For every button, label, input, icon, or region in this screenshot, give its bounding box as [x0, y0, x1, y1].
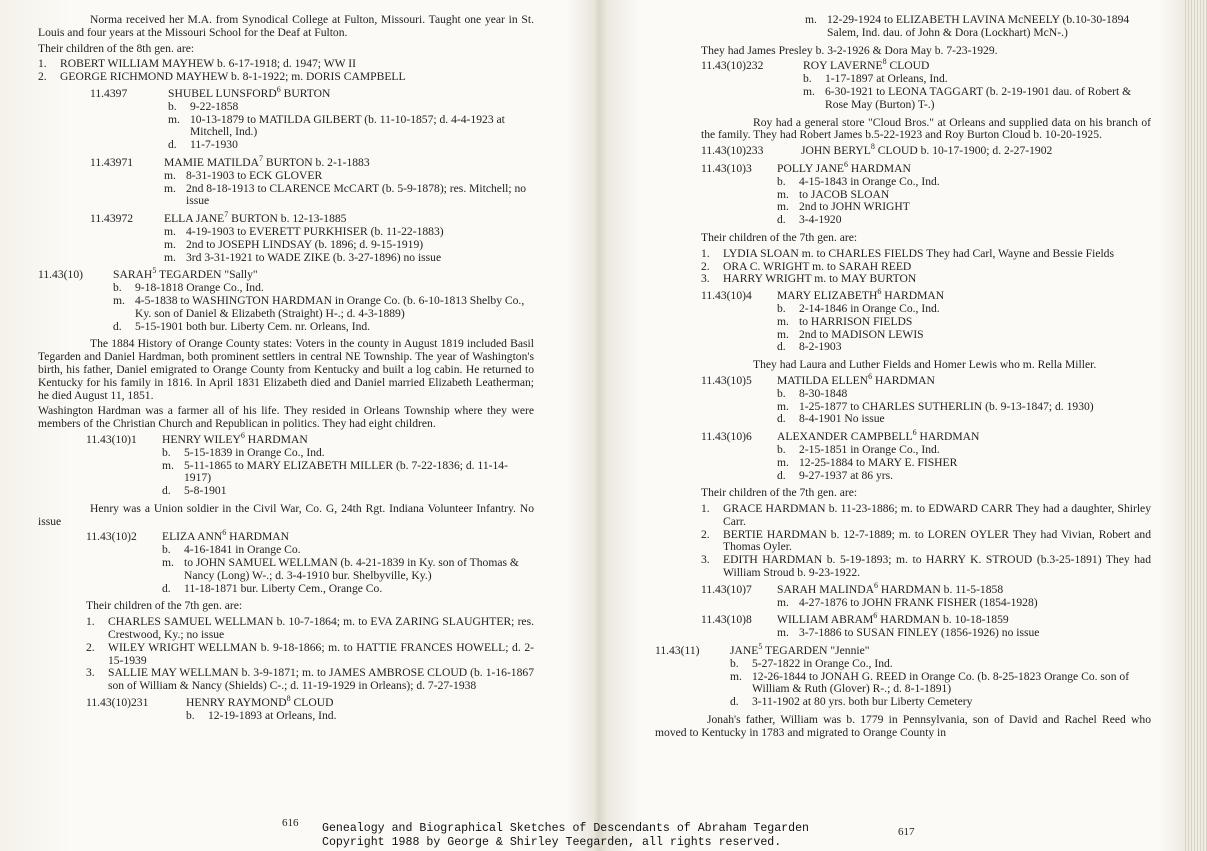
entry-detail: [164, 239, 534, 252]
list-number: 1.: [86, 615, 95, 629]
list-text: GEORGE RICHMOND MAYHEW b. 8-1-1922; m. DORIS CAMPBELL: [60, 70, 406, 84]
entry-heading: [701, 372, 1151, 388]
person-name: HENRY RAYMOND: [186, 696, 287, 710]
entry-suffix: HARDMAN b. 11-5-1858: [877, 582, 1004, 596]
detail-value: 4-27-1876 to JOHN FRANK FISHER (1854-1928): [799, 595, 1038, 609]
entry-detail: [168, 139, 534, 152]
genealogy-entry: [86, 694, 534, 723]
entry-detail: [805, 14, 1151, 40]
detail-key: b.: [803, 72, 812, 86]
detail-key: m.: [777, 455, 789, 469]
entry-name: [777, 428, 1151, 444]
detail-key: m.: [777, 595, 789, 609]
entry-continuation: [805, 14, 1151, 40]
numbered-list: [86, 616, 534, 693]
paragraph: Jonah's father, William was b. 1779 in Pennsylvania, son of David and Rachel Reed who moved to Kentucky in 1783 and migrated to Orange County in: [655, 713, 1151, 739]
detail-value: 4-16-1841 in Orange Co.: [184, 543, 301, 557]
entry-detail: [777, 176, 1151, 189]
detail-key: b.: [777, 174, 786, 188]
entry-id: 11.43(10)7: [701, 582, 752, 596]
detail-value: 12-25-1884 to MARY E. FISHER: [799, 455, 958, 469]
entry-detail: [164, 170, 534, 183]
genealogy-entry: [86, 431, 534, 498]
person-name: SARAH MALINDA: [777, 582, 874, 596]
entry-detail: [186, 710, 534, 723]
entry-detail: [162, 447, 534, 460]
entry-detail: [730, 658, 1151, 671]
detail-value: 4-19-1903 to EVERETT PURKHISER (b. 11-22-1883): [186, 224, 444, 238]
generation-number: 8: [286, 694, 291, 704]
entry-heading: [655, 642, 1151, 658]
detail-value: 5-8-1901: [184, 484, 227, 498]
entry-id: 11.43(10)1: [86, 432, 137, 446]
numbered-list: [701, 503, 1151, 580]
genealogy-entry: [86, 528, 534, 595]
person-name: MARY ELIZABETH: [777, 289, 878, 303]
entry-detail: [164, 252, 534, 265]
paragraph: Washington Hardman was a farmer all of his life. They resided in Orleans Township where they were members of the Christian Church and Republican in politics. They had eight children.: [38, 404, 534, 431]
entry-heading: [90, 154, 534, 170]
paragraph: Their children of the 8th gen. are:: [38, 41, 195, 55]
detail-value: 2nd to MADISON LEWIS: [799, 327, 924, 341]
person-name: MAMIE MATILDA: [164, 155, 259, 169]
detail-key: m.: [777, 399, 789, 413]
list-item: [701, 554, 1151, 580]
entry-id: 11.43(10)232: [701, 59, 764, 73]
detail-key: m.: [164, 224, 176, 238]
genealogy-entry: [701, 581, 1151, 610]
person-name: ELIZA ANN: [162, 530, 223, 544]
detail-key: m.: [164, 237, 176, 251]
entry-id: 11.4397: [90, 86, 128, 100]
person-name: WILLIAM ABRAM: [777, 613, 874, 627]
generation-number: 8: [870, 142, 875, 152]
entry-id: 11.43(10)231: [86, 696, 149, 710]
detail-key: m.: [162, 458, 174, 472]
entry-suffix: HARDMAN b. 10-18-1859: [877, 613, 1009, 627]
detail-key: d.: [777, 340, 786, 354]
detail-key: m.: [777, 187, 789, 201]
detail-value: 8-31-1903 to ECK GLOVER: [186, 168, 323, 182]
detail-value: 9-22-1858: [190, 99, 239, 113]
genealogy-entry: [701, 57, 1151, 111]
list-text: BERTIE HARDMAN b. 12-7-1889; m. to LOREN OYLER They had Vivian, Robert and Thomas Oyler.: [723, 527, 1151, 554]
list-number: 1.: [38, 57, 47, 71]
detail-value: 5-15-1901 both bur. Liberty Cem. nr. Orleans, Ind.: [135, 319, 371, 333]
list-number: 2.: [701, 527, 710, 541]
page-edges: [1185, 0, 1207, 851]
entry-id: 11.43(10)3: [701, 161, 752, 175]
entry-detail: [730, 696, 1151, 709]
paragraph: They had James Presley b. 3-2-1926 & Dora May b. 7-23-1929.: [701, 43, 998, 57]
detail-value: 3rd 3-31-1921 to WADE ZIKE (b. 3-27-1896) no issue: [186, 250, 442, 264]
entry-heading: [86, 694, 534, 710]
entry-name: [162, 431, 534, 447]
person-name: ELLA JANE: [164, 212, 225, 226]
entry-name: [186, 694, 534, 710]
entry-detail: [777, 457, 1151, 470]
entry-heading: [701, 160, 1151, 176]
entry-detail: [777, 597, 1151, 610]
list-text: SALLIE MAY WELLMAN b. 3-9-1871; m. to JAMES AMBROSE CLOUD (b. 1-16-1867 son of William & Nancy (Shields) C-.; d. 11-19-1929 in Orleans); d. 7-27-1938: [108, 666, 534, 693]
genealogy-entry: [701, 160, 1151, 227]
entry-suffix: TEGARDEN "Sally": [156, 268, 258, 282]
entry-detail: [164, 226, 534, 239]
entry-detail: [777, 413, 1151, 426]
detail-key: m.: [777, 200, 789, 214]
detail-value: 2-15-1851 in Orange Co., Ind.: [799, 442, 940, 456]
detail-key: m.: [168, 112, 180, 126]
detail-value: 2-14-1846 in Orange Co., Ind.: [799, 301, 940, 315]
footer-title: Genealogy and Biographical Sketches of Descendants of Abraham Tegarden: [322, 822, 810, 835]
detail-value: 5-27-1822 in Orange Co., Ind.: [752, 656, 893, 670]
genealogy-entry: [701, 287, 1151, 354]
list-text: GRACE HARDMAN b. 11-23-1886; m. to EDWARD CARR They had a daughter, Shirley Carr.: [723, 502, 1151, 528]
entry-detail: [777, 627, 1151, 640]
entry-suffix: HARDMAN: [881, 289, 945, 303]
detail-value: 11-7-1930: [190, 138, 238, 152]
entry-suffix: BURTON b. 2-1-1883: [263, 155, 370, 169]
entry-detail: [168, 114, 534, 140]
entry-name: [777, 160, 1151, 176]
generation-number: 6: [844, 160, 849, 170]
footer-copyright: Copyright 1988 by George & Shirley Teegarden, all rights reserved.: [322, 836, 782, 849]
detail-key: m.: [164, 181, 176, 195]
generation-number: 6: [276, 85, 281, 95]
numbered-list: [701, 248, 1151, 286]
list-text: ROBERT WILLIAM MAYHEW b. 6-17-1918; d. 1947; WW II: [60, 57, 357, 71]
person-name: JANE: [730, 644, 759, 658]
entry-heading: [701, 142, 1151, 158]
entry-name: [777, 581, 1151, 597]
list-number: 2.: [86, 640, 95, 654]
page-number-left: 616: [282, 817, 299, 829]
entry-heading: [86, 431, 534, 447]
generation-number: 6: [912, 428, 917, 438]
detail-value: to JACOB SLOAN: [799, 187, 890, 201]
entry-detail: [730, 671, 1151, 697]
entry-heading: [701, 581, 1151, 597]
generation-number: 6: [222, 528, 227, 538]
entry-detail: [162, 583, 534, 596]
entry-id: 11.43(11): [655, 644, 700, 658]
list-text: HARRY WRIGHT m. to MAY BURTON: [723, 272, 917, 286]
list-number: 1.: [701, 502, 710, 516]
detail-value: 11-18-1871 bur. Liberty Cem., Orange Co.: [184, 581, 383, 595]
entry-name: [801, 142, 1151, 158]
list-number: 3.: [701, 272, 710, 286]
person-name: ROY LAVERNE: [803, 59, 883, 73]
detail-key: b.: [162, 543, 171, 557]
detail-value: 12-26-1844 to JONAH G. REED in Orange Co. (b. 8-25-1823 Orange Co. son of William & Ruth (Glover) R-.; d. 8-1-1891): [752, 669, 1130, 696]
entry-id: 11.43(10)5: [701, 373, 752, 387]
left-page: [38, 14, 534, 728]
entry-detail: [777, 388, 1151, 401]
entry-detail: [777, 214, 1151, 227]
detail-value: 8-2-1903: [799, 340, 842, 354]
list-item: [701, 529, 1151, 555]
entry-id: 11.43(10)2: [86, 530, 137, 544]
genealogy-entry: [701, 372, 1151, 426]
detail-key: m.: [805, 13, 817, 26]
list-item: [701, 503, 1151, 529]
detail-value: 3-4-1920: [799, 213, 842, 227]
entry-detail: [777, 303, 1151, 316]
paragraph: Their children of the 7th gen. are:: [701, 230, 858, 244]
generation-number: 7: [224, 210, 229, 220]
entry-heading: [90, 85, 534, 101]
entry-suffix: HARDMAN: [872, 373, 935, 387]
list-item: [86, 642, 534, 668]
entry-suffix: CLOUD: [886, 59, 930, 73]
numbered-list: [38, 58, 534, 84]
detail-key: m.: [777, 327, 789, 341]
list-item: [701, 273, 1151, 286]
generation-number: 6: [240, 431, 245, 441]
detail-value: 8-4-1901 No issue: [799, 412, 885, 426]
list-text: EDITH HARDMAN b. 5-19-1893; m. to HARRY K. STROUD (b.3-25-1891) They had William Stroud b. 9-23-1922.: [723, 553, 1151, 580]
detail-key: b.: [113, 281, 122, 295]
entry-suffix: HARDMAN: [848, 161, 911, 175]
entry-suffix: CLOUD b. 10-17-1900; d. 2-27-1902: [874, 144, 1053, 158]
detail-key: m.: [113, 293, 125, 307]
detail-value: 12-29-1924 to ELIZABETH LAVINA McNEELY (b.10-30-1894 Salem, Ind. dau. of John & Dora (Lockhart) McN-.): [827, 13, 1130, 39]
entry-id: 11.43(10): [38, 268, 83, 282]
entry-id: 11.43(10)8: [701, 613, 752, 627]
detail-key: m.: [803, 84, 815, 98]
list-item: [86, 616, 534, 642]
detail-key: d.: [777, 468, 786, 482]
detail-key: b.: [777, 301, 786, 315]
genealogy-entry: [90, 154, 534, 208]
entry-suffix: TEGARDEN "Jennie": [762, 644, 870, 658]
detail-key: d.: [730, 695, 739, 709]
detail-value: 5-15-1839 in Orange Co., Ind.: [184, 445, 325, 459]
detail-key: b.: [777, 386, 786, 400]
entry-detail: [164, 183, 534, 209]
entry-suffix: HARDMAN: [916, 430, 980, 444]
entry-id: 11.43(10)4: [701, 289, 752, 303]
entry-suffix: BURTON b. 12-13-1885: [228, 212, 347, 226]
genealogy-entry: [90, 210, 534, 264]
generation-number: 8: [882, 57, 887, 67]
entry-detail: [113, 321, 534, 334]
detail-value: to HARRISON FIELDS: [799, 314, 913, 328]
detail-value: 1-25-1877 to CHARLES SUTHERLIN (b. 9-13-1847; d. 1930): [799, 399, 1094, 413]
list-item: [701, 248, 1151, 261]
detail-value: 4-5-1838 to WASHINGTON HARDMAN in Orange Co. (b. 6-10-1813 Shelby Co., Ky. son of Daniel & Elizabeth (Straight) H-.; d. 4-3-1889): [135, 293, 525, 320]
entry-id: 11.43(10)233: [701, 144, 764, 158]
paragraph: Their children of the 7th gen. are:: [86, 599, 243, 613]
generation-number: 6: [868, 372, 873, 382]
detail-key: b.: [162, 445, 171, 459]
detail-key: d.: [168, 138, 177, 152]
detail-value: 1-17-1897 at Orleans, Ind.: [825, 72, 948, 86]
entry-suffix: BURTON: [280, 86, 331, 100]
detail-key: d.: [162, 484, 171, 498]
person-name: ALEXANDER CAMPBELL: [777, 430, 913, 444]
person-name: POLLY JANE: [777, 161, 845, 175]
entry-name: [777, 372, 1151, 388]
entry-suffix: HARDMAN: [226, 530, 290, 544]
list-item: [38, 71, 534, 84]
detail-value: 6-30-1921 to LEONA TAGGART (b. 2-19-1901 dau. of Robert & Rose May (Burton) T-.): [825, 84, 1132, 111]
entry-name: [730, 642, 1151, 658]
entry-suffix: HARDMAN: [244, 432, 308, 446]
person-name: HENRY WILEY: [162, 432, 241, 446]
paragraph: Their children of the 7th gen. are:: [701, 486, 858, 500]
entry-heading: [701, 428, 1151, 444]
detail-value: 10-13-1879 to MATILDA GILBERT (b. 11-10-1857; d. 4-4-1923 at Mitchell, Ind.): [190, 112, 505, 139]
generation-number: 7: [259, 154, 263, 164]
detail-value: 3-7-1886 to SUSAN FINLEY (1856-1926) no issue: [799, 626, 1040, 640]
entry-detail: [777, 470, 1151, 483]
list-text: LYDIA SLOAN m. to CHARLES FIELDS They had Carl, Wayne and Bessie Fields: [723, 246, 1114, 260]
detail-key: m.: [777, 314, 789, 328]
entry-suffix: CLOUD: [290, 696, 334, 710]
entry-id: 11.43971: [90, 155, 134, 169]
list-text: CHARLES SAMUEL WELLMAN b. 10-7-1864; m. to EVA ZARING SLAUGHTER; res. Crestwood, Ky.; no issue: [108, 615, 534, 642]
entry-detail: [168, 101, 534, 114]
entry-id: 11.43972: [90, 212, 134, 226]
detail-key: m.: [164, 250, 176, 264]
paragraph: They had Laura and Luther Fields and Homer Lewis who m. Rella Miller.: [753, 358, 1097, 372]
detail-key: b.: [186, 708, 195, 722]
entry-detail: [162, 557, 534, 583]
detail-value: 9-18-1818 Orange Co., Ind.: [135, 281, 264, 295]
person-name: MATILDA ELLEN: [777, 373, 869, 387]
person-name: SARAH: [113, 268, 153, 282]
copyright-footer: [322, 822, 922, 850]
genealogy-entry: [701, 142, 1151, 158]
entry-heading: [86, 528, 534, 544]
generation-number: 5: [758, 642, 763, 652]
detail-value: 2nd to JOHN WRIGHT: [799, 200, 910, 214]
detail-value: 9-27-1937 at 86 yrs.: [799, 468, 894, 482]
genealogy-entry: [90, 85, 534, 152]
detail-key: m.: [730, 669, 742, 683]
entry-detail: [777, 341, 1151, 354]
genealogy-entry: [701, 611, 1151, 640]
list-item: [86, 667, 534, 693]
detail-value: 3-11-1902 at 80 yrs. both bur Liberty Cemetery: [752, 695, 973, 709]
detail-key: d.: [162, 581, 171, 595]
entry-detail: [803, 86, 1151, 112]
paragraph: Henry was a Union soldier in the Civil War, Co. G, 24th Rgt. Indiana Volunteer Infantry. No issue: [38, 501, 534, 528]
paragraph: The 1884 History of Orange County states: Voters in the county in August 1819 included Basil Tegarden and Daniel Hardman, both prominent settlers in central NE Township. The year of Washington's birth, his father, Daniel emigrated to Orange County from Kentucky and built a log cabin. He returned to Kentucky for his family in 1816. In April 1831 Elizabeth died and Daniel married Elizabeth Leatherman; he died August 11, 1851.: [38, 337, 534, 402]
person-name: SHUBEL LUNSFORD: [168, 86, 277, 100]
entry-name: [168, 85, 534, 101]
list-number: 3.: [701, 553, 710, 567]
detail-key: d.: [113, 319, 122, 333]
entry-id: 11.43(10)6: [701, 430, 752, 444]
detail-value: 2nd to JOSEPH LINDSAY (b. 1896; d. 9-15-1919): [186, 237, 424, 251]
genealogy-entry: [655, 642, 1151, 709]
detail-key: d.: [777, 412, 786, 426]
list-number: 1.: [701, 246, 710, 260]
detail-key: m.: [777, 626, 789, 640]
list-text: WILEY WRIGHT WELLMAN b. 9-18-1866; m. to HATTIE FRANCES HOWELL; d. 2-15-1939: [108, 640, 534, 667]
list-text: ORA C. WRIGHT m. to SARAH REED: [723, 259, 912, 273]
detail-value: 8-30-1848: [799, 386, 848, 400]
detail-key: m.: [162, 556, 174, 570]
entry-detail: [113, 295, 534, 321]
detail-key: b.: [777, 442, 786, 456]
detail-key: m.: [164, 168, 176, 182]
list-number: 2.: [701, 259, 710, 273]
detail-value: 5-11-1865 to MARY ELIZABETH MILLER (b. 7-22-1836; d. 11-14-1917): [184, 458, 508, 485]
entry-detail: [777, 444, 1151, 457]
list-number: 2.: [38, 70, 47, 84]
page-number-right: 617: [898, 826, 915, 838]
detail-key: d.: [777, 213, 786, 227]
person-name: JOHN BERYL: [801, 144, 871, 158]
paragraph: Roy had a general store "Cloud Bros." at Orleans and supplied data on his branch of the family. They had Robert James b.5-22-1923 and Roy Burton Cloud b. 10-20-1925.: [701, 115, 1151, 142]
detail-value: to JOHN SAMUEL WELLMAN (b. 4-21-1839 in Ky. son of Thomas & Nancy (Long) W-.; d. 3-4-1910 bur. Shelbyville, Ky.): [184, 556, 519, 582]
right-page: [655, 14, 1151, 743]
paragraph: Norma received her M.A. from Synodical College at Fulton, Missouri. Taught one year in St. Louis and four years at the Missouri School for the Deaf at Fulton.: [38, 13, 534, 39]
generation-number: 6: [873, 581, 878, 591]
list-number: 3.: [86, 666, 95, 680]
entry-detail: [777, 316, 1151, 329]
generation-number: 6: [873, 611, 878, 621]
detail-value: 4-15-1843 in Orange Co., Ind.: [799, 174, 940, 188]
entry-detail: [162, 485, 534, 498]
detail-key: b.: [168, 99, 177, 113]
genealogy-entry: [701, 428, 1151, 482]
detail-value: 2nd 8-18-1913 to CLARENCE McCART (b. 5-9-1878); res. Mitchell; no issue: [186, 181, 527, 208]
detail-key: b.: [730, 656, 739, 670]
genealogy-entry: [38, 266, 534, 333]
generation-number: 6: [877, 287, 882, 297]
entry-detail: [162, 460, 534, 486]
detail-value: 12-19-1893 at Orleans, Ind.: [208, 708, 337, 722]
generation-number: 5: [152, 266, 157, 276]
entry-name: [164, 154, 534, 170]
